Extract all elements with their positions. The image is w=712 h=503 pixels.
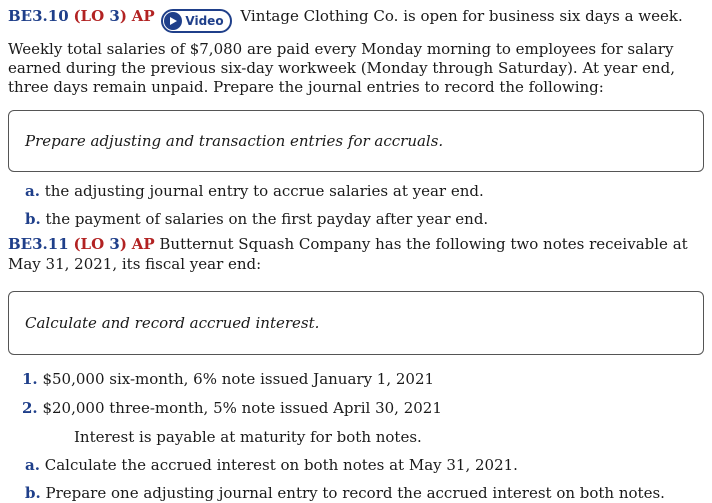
be310-ap-tag: AP — [131, 7, 155, 25]
video-button[interactable] — [161, 9, 231, 33]
video-label: Video — [185, 14, 224, 28]
be311-lo-close: ) — [119, 235, 127, 253]
be310-item-a — [8, 182, 704, 201]
be311-item-a-text: Calculate the accrued interest on both notes at May 31, 2021. — [44, 456, 518, 474]
be310-item-b-marker: b. — [25, 210, 41, 228]
be310-item-b — [8, 210, 704, 229]
be311-note-1-marker: 1. — [22, 370, 38, 388]
be310-body: Weekly total salaries of $7,080 are paid every Monday morning to employees for salary earned during the previous six-day workweek (Monday through Saturday). At year end, three days remain unpaid. Prepare the journal entries to record the following: — [8, 40, 675, 96]
be311-item-a — [8, 456, 704, 475]
be311-item-a-marker: a. — [25, 456, 40, 474]
be311-item-b-text: Prepare one adjusting journal entry to record the accrued interest on both notes. — [45, 484, 665, 502]
be310-lead: Vintage Clothing Co. is open for business six days a week. — [240, 7, 683, 25]
be310-objective: Prepare adjusting and transaction entries for accruals. — [25, 132, 444, 150]
be311-note-1 — [8, 370, 704, 389]
be310-lo-open: (LO — [73, 7, 110, 25]
be310-objective-box — [8, 110, 704, 172]
be311-ap-tag: AP — [131, 235, 155, 253]
be311-interest-note: Interest is payable at maturity for both notes. — [74, 428, 422, 446]
be311-objective-box — [8, 291, 704, 355]
be310-lo-close: ) — [119, 7, 127, 25]
be311-objective: Calculate and record accrued interest. — [25, 314, 320, 332]
be311-code: BE3.11 — [8, 235, 69, 253]
page — [8, 6, 704, 503]
be310-learning-objective — [73, 7, 126, 25]
be310-item-a-marker: a. — [25, 182, 40, 200]
be310-lo-number: 3 — [109, 7, 120, 25]
be311-heading — [8, 234, 704, 274]
be311-note-1-text: $50,000 six-month, 6% note issued January 1, 2021 — [42, 370, 435, 388]
be310-item-b-text: the payment of salaries on the first payday after year end. — [45, 210, 489, 228]
be310-item-a-text: the adjusting journal entry to accrue salaries at year end. — [44, 182, 484, 200]
be311-body: Butternut Squash Company has the following two notes receivable at May 31, 2021, its fiscal year end: — [8, 235, 688, 273]
be310-code: BE3.10 — [8, 7, 69, 25]
be311-item-b — [8, 484, 704, 503]
be311-item-b-marker: b. — [25, 484, 41, 502]
be311-lo-number: 3 — [109, 235, 120, 253]
be311-note-2-marker: 2. — [22, 399, 38, 417]
be311-lo-open: (LO — [73, 235, 110, 253]
be311-learning-objective — [73, 235, 126, 253]
be311-note-2-text: $20,000 three-month, 5% note issued April 30, 2021 — [42, 399, 442, 417]
be311-note-2 — [8, 399, 704, 418]
play-icon — [164, 12, 182, 30]
be310-heading — [8, 6, 704, 33]
